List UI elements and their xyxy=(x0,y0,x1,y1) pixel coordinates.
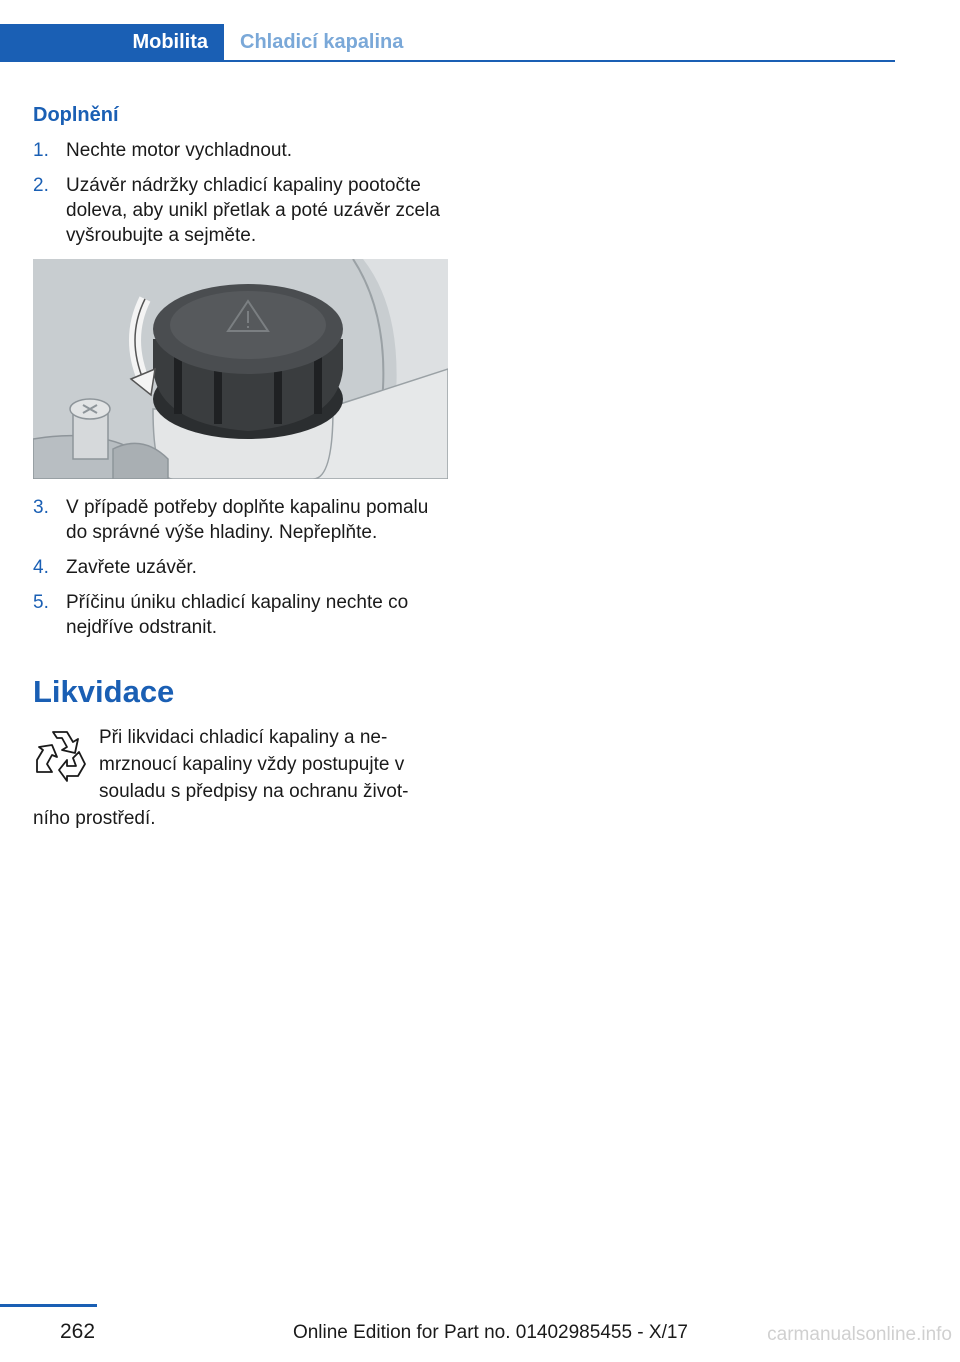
footer-edition: Online Edition for Part no. 01402985455 - X/17 xyxy=(292,1322,688,1343)
steps-list-after xyxy=(33,495,453,650)
disposal-line: mrznoucí kapaliny vždy postupujte v xyxy=(99,754,405,775)
step-text: V případě potřeby doplňte kapalinu pomalu do správné výše hladiny. Nepřeplňte. xyxy=(66,497,429,543)
disposal-line: souladu s předpisy na ochranu život‐ xyxy=(99,781,409,802)
step-number: 1. xyxy=(33,140,49,161)
step-item xyxy=(33,138,453,163)
coolant-cap-drawing xyxy=(33,259,448,479)
disposal-heading: Likvidace xyxy=(33,674,175,709)
step-number: 2. xyxy=(33,175,49,196)
disposal-text xyxy=(33,724,453,832)
footer-watermark: carmanualsonline.info xyxy=(767,1324,952,1345)
step-number: 5. xyxy=(33,592,49,613)
page-header xyxy=(0,0,960,66)
disposal-line: Při likvidaci chladicí kapaliny a ne‐ xyxy=(99,727,388,748)
step-text: Uzávěr nádržky chladicí kapaliny pootočte doleva, aby unikl přetlak a poté uzávěr zcela vyšroubujte a sejměte. xyxy=(66,175,440,246)
step-number: 4. xyxy=(33,557,49,578)
step-item xyxy=(33,495,453,545)
step-text: Nechte motor vychladnout. xyxy=(66,140,293,161)
steps-list-before xyxy=(33,138,453,258)
disposal-line: ního prostředí. xyxy=(33,808,156,829)
step-number: 3. xyxy=(33,497,49,518)
step-item xyxy=(33,555,453,580)
refill-subheading: Doplnění xyxy=(33,104,119,126)
step-item xyxy=(33,173,453,248)
footer-divider xyxy=(0,1304,97,1307)
header-divider xyxy=(0,60,895,62)
coolant-cap-illustration xyxy=(33,259,448,479)
section-tab-mobilita: Mobilita xyxy=(0,24,224,61)
step-text: Zavřete uzávěr. xyxy=(66,557,197,578)
step-item xyxy=(33,590,453,640)
step-text: Příčinu úniku chladicí kapaliny nechte co nejdříve odstranit. xyxy=(66,592,409,638)
section-tab-coolant: Chladicí kapalina xyxy=(240,31,404,53)
page-number: 262 xyxy=(60,1320,96,1343)
